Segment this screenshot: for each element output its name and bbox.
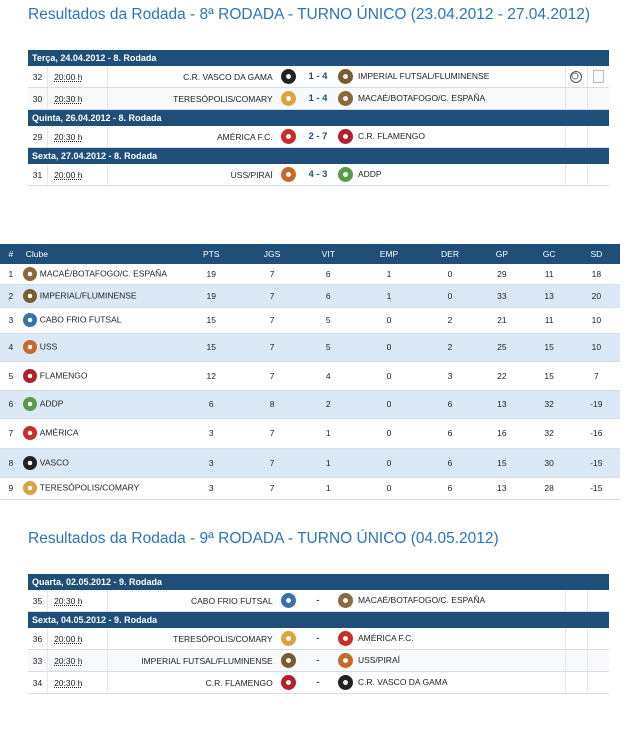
away-team-cell: [336, 126, 565, 148]
standings-header-0[interactable]: #: [0, 244, 22, 264]
flamengo-logo: [338, 129, 353, 144]
match-ball-cell: [565, 672, 587, 694]
standings-header-7[interactable]: GP: [478, 244, 525, 264]
vasco-logo: [338, 675, 353, 690]
america-logo: [23, 426, 37, 440]
cabofrio-logo: [281, 593, 296, 608]
soccer-ball-icon[interactable]: [570, 71, 582, 83]
match-doc-cell: [587, 126, 609, 148]
standings-club-name: USS: [39, 341, 58, 352]
standings-sd: -19: [573, 390, 620, 418]
standings-gc: 13: [526, 284, 573, 307]
standings-gp: 25: [478, 333, 525, 361]
match-doc-cell[interactable]: [587, 66, 609, 88]
standings-header-1[interactable]: Clube: [22, 244, 179, 264]
standings-club-cell: [22, 264, 179, 284]
standings-pts: 6: [179, 390, 244, 418]
standings-table: [0, 244, 620, 500]
day-header-label: Quarta, 02.05.2012 - 9. Rodada: [28, 574, 609, 590]
standings-row: [0, 448, 620, 477]
match-time[interactable]: 20:00 h: [48, 66, 108, 88]
standings-gc: 15: [526, 361, 573, 390]
standings-sd: 7: [573, 361, 620, 390]
standings-vit: 5: [300, 307, 356, 333]
match-score[interactable]: -: [300, 590, 336, 612]
standings-sd: 18: [573, 264, 620, 284]
home-team: IMPERIAL FUTSAL/FLUMINENSE: [108, 650, 277, 672]
standings-row: [0, 307, 620, 333]
match-time[interactable]: 20:30 h: [48, 650, 108, 672]
standings-sd: -15: [573, 448, 620, 477]
cabofrio-logo: [23, 313, 37, 327]
standings-der: 3: [422, 361, 479, 390]
match-doc-cell: [587, 628, 609, 650]
home-team: C.R. VASCO DA GAMA: [108, 66, 277, 88]
standings-club-name: CABO FRIO FUTSAL: [39, 314, 122, 325]
standings-gp: 22: [478, 361, 525, 390]
match-ball-cell: [565, 126, 587, 148]
standings-club-cell: [22, 361, 179, 390]
home-team: USS/PIRAÍ: [108, 164, 277, 186]
standings-position: 8: [0, 448, 22, 477]
away-team: C.R. FLAMENGO: [357, 130, 425, 141]
away-team-cell: [336, 628, 565, 650]
standings-row: [0, 361, 620, 390]
standings-pts: 15: [179, 307, 244, 333]
day-header: [28, 148, 609, 165]
round8-title: Resultados da Rodada - 8ª RODADA - TURNO ÚNICO (23.04.2012 - 27.04.2012): [28, 6, 590, 23]
match-ball-cell: [565, 650, 587, 672]
standings-pts: 3: [179, 448, 244, 477]
standings-gp: 13: [478, 477, 525, 499]
day-header: [28, 612, 609, 629]
match-score[interactable]: 1 - 4: [300, 88, 336, 110]
match-doc-cell: [587, 672, 609, 694]
standings-emp: 0: [356, 361, 421, 390]
away-team-cell: [336, 66, 565, 88]
standings-row: [0, 333, 620, 361]
standings-sd: -16: [573, 418, 620, 448]
standings-der: 0: [422, 284, 479, 307]
away-team: AMÉRICA F.C.: [357, 632, 414, 643]
standings-row: [0, 264, 620, 284]
standings-sd: 10: [573, 333, 620, 361]
standings-header-8[interactable]: GC: [526, 244, 573, 264]
standings-position: 7: [0, 418, 22, 448]
standings-emp: 0: [356, 418, 421, 448]
standings-jgs: 7: [244, 307, 300, 333]
standings-gc: 11: [526, 307, 573, 333]
home-logo-cell: [277, 164, 300, 186]
away-team-cell: [336, 672, 565, 694]
standings-club-cell: [22, 333, 179, 361]
standings-der: 2: [422, 333, 479, 361]
standings-position: 9: [0, 477, 22, 499]
day-header-label: Sexta, 04.05.2012 - 9. Rodada: [28, 612, 609, 629]
match-time[interactable]: 20:00 h: [48, 164, 108, 186]
home-team: TERESÓPOLIS/COMARY: [108, 88, 277, 110]
match-ball-cell: [565, 164, 587, 186]
standings-position: 5: [0, 361, 22, 390]
standings-gc: 32: [526, 390, 573, 418]
standings-club-name: TERESÓPOLIS/COMARY: [39, 482, 140, 493]
match-row: [28, 672, 609, 694]
standings-position: 4: [0, 333, 22, 361]
standings-header-row: [0, 244, 620, 264]
standings-gc: 30: [526, 448, 573, 477]
standings-vit: 6: [300, 264, 356, 284]
addp-logo: [23, 397, 37, 411]
standings-der: 6: [422, 477, 479, 499]
match-number: 36: [28, 628, 48, 650]
match-number: 34: [28, 672, 48, 694]
standings-gp: 29: [478, 264, 525, 284]
home-logo-cell: [277, 66, 300, 88]
match-doc-cell: [587, 164, 609, 186]
flamengo-logo: [23, 369, 37, 383]
match-number: 33: [28, 650, 48, 672]
match-score[interactable]: -: [300, 628, 336, 650]
standings-club-cell: [22, 418, 179, 448]
uss-logo: [23, 340, 37, 354]
uss-logo: [338, 653, 353, 668]
standings-club-name: IMPERIAL/FLUMINENSE: [39, 289, 137, 300]
away-team: USS/PIRAÍ: [357, 654, 400, 665]
standings-vit: 6: [300, 284, 356, 307]
match-time[interactable]: 20:30 h: [48, 88, 108, 110]
standings-gp: 13: [478, 390, 525, 418]
standings-position: 6: [0, 390, 22, 418]
standings-emp: 0: [356, 477, 421, 499]
home-team: CABO FRIO FUTSAL: [108, 590, 277, 612]
vasco-logo: [281, 69, 296, 84]
home-team: C.R. FLAMENGO: [108, 672, 277, 694]
standings-emp: 1: [356, 284, 421, 307]
match-time[interactable]: 20:00 h: [48, 628, 108, 650]
standings-pts: 19: [179, 284, 244, 307]
standings-header-6[interactable]: DER: [422, 244, 479, 264]
teresopolis-logo: [281, 91, 296, 106]
uss-logo: [281, 167, 296, 182]
home-logo-cell: [277, 672, 300, 694]
standings-gc: 32: [526, 418, 573, 448]
macae-logo: [23, 267, 37, 281]
standings-der: 2: [422, 307, 479, 333]
away-team-cell: [336, 590, 565, 612]
day-header: [28, 574, 609, 590]
match-row: [28, 88, 609, 110]
standings-emp: 0: [356, 333, 421, 361]
match-row: [28, 164, 609, 186]
standings-pts: 3: [179, 418, 244, 448]
standings-row: [0, 284, 620, 307]
day-header: [28, 110, 609, 127]
standings-header-4[interactable]: VIT: [300, 244, 356, 264]
match-number: 30: [28, 88, 48, 110]
round9-title: Resultados da Rodada - 9ª RODADA - TURNO ÚNICO (04.05.2012): [28, 530, 499, 547]
standings-der: 0: [422, 264, 479, 284]
match-number: 32: [28, 66, 48, 88]
standings-header-2[interactable]: PTS: [179, 244, 244, 264]
standings-gp: 21: [478, 307, 525, 333]
match-ball-cell: [565, 88, 587, 110]
teresopolis-logo: [23, 481, 37, 495]
standings-club-cell: [22, 390, 179, 418]
standings-club-cell: [22, 448, 179, 477]
standings-row: [0, 477, 620, 499]
away-team-cell: [336, 650, 565, 672]
day-header-label: Sexta, 27.04.2012 - 8. Rodada: [28, 148, 609, 165]
away-team: IMPERIAL FUTSAL/FLUMINENSE: [357, 70, 490, 81]
standings-vit: 1: [300, 418, 356, 448]
match-time[interactable]: 20:30 h: [48, 672, 108, 694]
match-row: [28, 590, 609, 612]
standings-sd: 10: [573, 307, 620, 333]
home-logo-cell: [277, 590, 300, 612]
america-logo: [281, 129, 296, 144]
standings-der: 6: [422, 418, 479, 448]
standings-sd: -15: [573, 477, 620, 499]
standings-club-cell: [22, 284, 179, 307]
match-score[interactable]: -: [300, 672, 336, 694]
standings-club-cell: [22, 477, 179, 499]
standings-header-3[interactable]: JGS: [244, 244, 300, 264]
standings-club-name: VASCO: [39, 456, 69, 467]
standings-pts: 15: [179, 333, 244, 361]
match-ball-cell[interactable]: [565, 66, 587, 88]
home-logo-cell: [277, 126, 300, 148]
standings-club-name: MACAÉ/BOTAFOGO/C. ESPAÑA: [39, 268, 167, 278]
match-score[interactable]: 1 - 4: [300, 66, 336, 88]
standings-vit: 2: [300, 390, 356, 418]
day-header-label: Terça, 24.04.2012 - 8. Rodada: [28, 50, 609, 66]
match-number: 31: [28, 164, 48, 186]
home-logo-cell: [277, 628, 300, 650]
standings-club-name: AMÉRICA: [39, 427, 79, 438]
standings-header-5[interactable]: EMP: [356, 244, 421, 264]
home-logo-cell: [277, 650, 300, 672]
standings-pts: 19: [179, 264, 244, 284]
match-time[interactable]: 20:30 h: [48, 126, 108, 148]
match-row: [28, 628, 609, 650]
standings-gp: 16: [478, 418, 525, 448]
match-doc-cell: [587, 88, 609, 110]
standings-emp: 0: [356, 448, 421, 477]
match-row: [28, 126, 609, 148]
day-header-label: Quinta, 26.04.2012 - 8. Rodada: [28, 110, 609, 127]
round8-results-table: [28, 50, 609, 186]
standings-gp: 15: [478, 448, 525, 477]
teresopolis-logo: [281, 631, 296, 646]
imperial-logo: [23, 289, 37, 303]
match-score[interactable]: 2 - 7: [300, 126, 336, 148]
match-time[interactable]: 20:30 h: [48, 590, 108, 612]
match-ball-cell: [565, 628, 587, 650]
standings-gc: 11: [526, 264, 573, 284]
standings-jgs: 8: [244, 390, 300, 418]
standings-emp: 0: [356, 307, 421, 333]
match-row: [28, 650, 609, 672]
standings-jgs: 7: [244, 284, 300, 307]
macae-logo: [338, 91, 353, 106]
match-score[interactable]: -: [300, 650, 336, 672]
standings-jgs: 7: [244, 418, 300, 448]
standings-row: [0, 418, 620, 448]
away-team: C.R. VASCO DA GAMA: [357, 676, 448, 687]
standings-gc: 28: [526, 477, 573, 499]
standings-pts: 3: [179, 477, 244, 499]
away-team: MACAÉ/BOTAFOGO/C. ESPAÑA: [357, 594, 486, 605]
standings-position: 2: [0, 284, 22, 307]
home-logo-cell: [277, 88, 300, 110]
away-team-cell: [336, 88, 565, 110]
away-team-cell: [336, 164, 565, 186]
away-team: MACAÉ/BOTAFOGO/C. ESPAÑA: [357, 92, 486, 103]
standings-header-9[interactable]: SD: [573, 244, 620, 264]
standings-emp: 1: [356, 264, 421, 284]
imperial-logo: [281, 653, 296, 668]
standings-club-cell: [22, 307, 179, 333]
addp-logo: [338, 167, 353, 182]
match-score[interactable]: 4 - 3: [300, 164, 336, 186]
standings-jgs: 7: [244, 333, 300, 361]
match-number: 29: [28, 126, 48, 148]
round9-results-table: [28, 574, 609, 694]
match-doc-cell: [587, 650, 609, 672]
standings-jgs: 7: [244, 361, 300, 390]
standings-gp: 33: [478, 284, 525, 307]
standings-vit: 1: [300, 448, 356, 477]
standings-position: 1: [0, 264, 22, 284]
document-icon[interactable]: [593, 70, 604, 83]
home-team: TERESÓPOLIS/COMARY: [108, 628, 277, 650]
imperial-logo: [338, 69, 353, 84]
home-team: AMÉRICA F.C.: [108, 126, 277, 148]
standings-emp: 0: [356, 390, 421, 418]
macae-logo: [338, 593, 353, 608]
vasco-logo: [23, 456, 37, 470]
standings-vit: 4: [300, 361, 356, 390]
standings-row: [0, 390, 620, 418]
standings-jgs: 7: [244, 264, 300, 284]
standings-vit: 1: [300, 477, 356, 499]
match-number: 35: [28, 590, 48, 612]
america-logo: [338, 631, 353, 646]
standings-pts: 12: [179, 361, 244, 390]
standings-position: 3: [0, 307, 22, 333]
away-team: ADDP: [357, 168, 382, 179]
match-row: [28, 66, 609, 88]
match-doc-cell: [587, 590, 609, 612]
standings-sd: 20: [573, 284, 620, 307]
flamengo-logo: [281, 675, 296, 690]
standings-der: 6: [422, 448, 479, 477]
standings-club-name: ADDP: [39, 398, 64, 409]
standings-jgs: 7: [244, 477, 300, 499]
standings-der: 6: [422, 390, 479, 418]
match-ball-cell: [565, 590, 587, 612]
standings-vit: 5: [300, 333, 356, 361]
standings-jgs: 7: [244, 448, 300, 477]
standings-gc: 15: [526, 333, 573, 361]
standings-club-name: FLAMENGO: [39, 369, 88, 380]
day-header: [28, 50, 609, 66]
